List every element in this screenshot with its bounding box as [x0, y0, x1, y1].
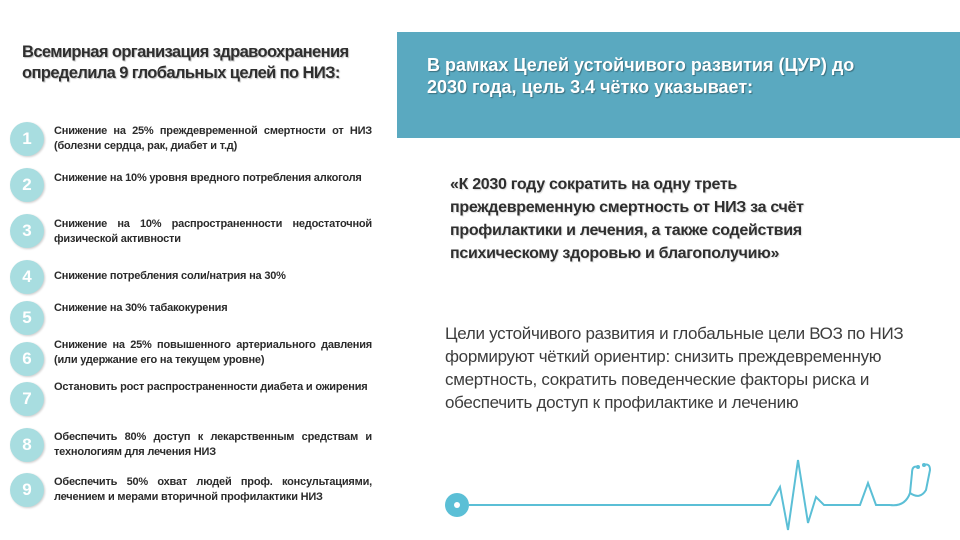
summary-text: Цели устойчивого развития и глобальные цели ВОЗ по НИЗ формируют чёткий ориентир: снизить преждевременную смертность, сократить поведенческие факторы риска и обеспечить доступ к профилактике и лечению	[445, 324, 904, 412]
goal-text: Снижение на 25% преждевременной смертности от НИЗ (болезни сердца, рак, диабет и т.д)	[54, 125, 372, 152]
goal-number-badge: 1	[10, 122, 44, 156]
goal-number-badge: 7	[10, 382, 44, 416]
goal-text: Снижение на 10% распространенности недостаточной физической активности	[54, 218, 372, 245]
goal-text: Снижение на 10% уровня вредного потребления алкоголя	[54, 172, 362, 184]
banner-text: В рамках Целей устойчивого развития (ЦУР) до 2030 года, цель 3.4 чётко указывает:	[427, 55, 855, 97]
header-banner	[397, 32, 960, 138]
goal-number-badge: 2	[10, 168, 44, 202]
goal-number-badge: 4	[10, 260, 44, 294]
stethoscope-ecg-icon	[440, 455, 940, 535]
goal-text: Обеспечить 80% доступ к лекарственным средствам и технологиям для лечения НИЗ	[54, 431, 372, 458]
goal-text: Снижение на 25% повышенного артериального давления (или удержание его на текущем уровне)	[54, 339, 372, 366]
goal-number-badge: 6	[10, 342, 44, 376]
goal-number-badge: 9	[10, 473, 44, 507]
goal-text: Остановить рост распространенности диабета и ожирения	[54, 381, 368, 393]
goal-text: Обеспечить 50% охват людей проф. консультациями, лечением и мерами вторичной профилактики НИЗ	[54, 476, 372, 503]
goal-text: Снижение на 30% табакокурения	[54, 302, 228, 314]
goal-number-badge: 3	[10, 214, 44, 248]
sdg-quote: «К 2030 году сократить на одну треть преждевременную смертность от НИЗ за счёт профилактики и лечения, а также содействия психическому здоровью и благополучию»	[450, 176, 804, 262]
goal-number-badge: 8	[10, 428, 44, 462]
goal-number-badge: 5	[10, 301, 44, 335]
goal-text: Снижение потребления соли/натрия на 30%	[54, 270, 286, 282]
page-title: Всемирная организация здравоохранения определила 9 глобальных целей по НИЗ:	[22, 43, 349, 82]
